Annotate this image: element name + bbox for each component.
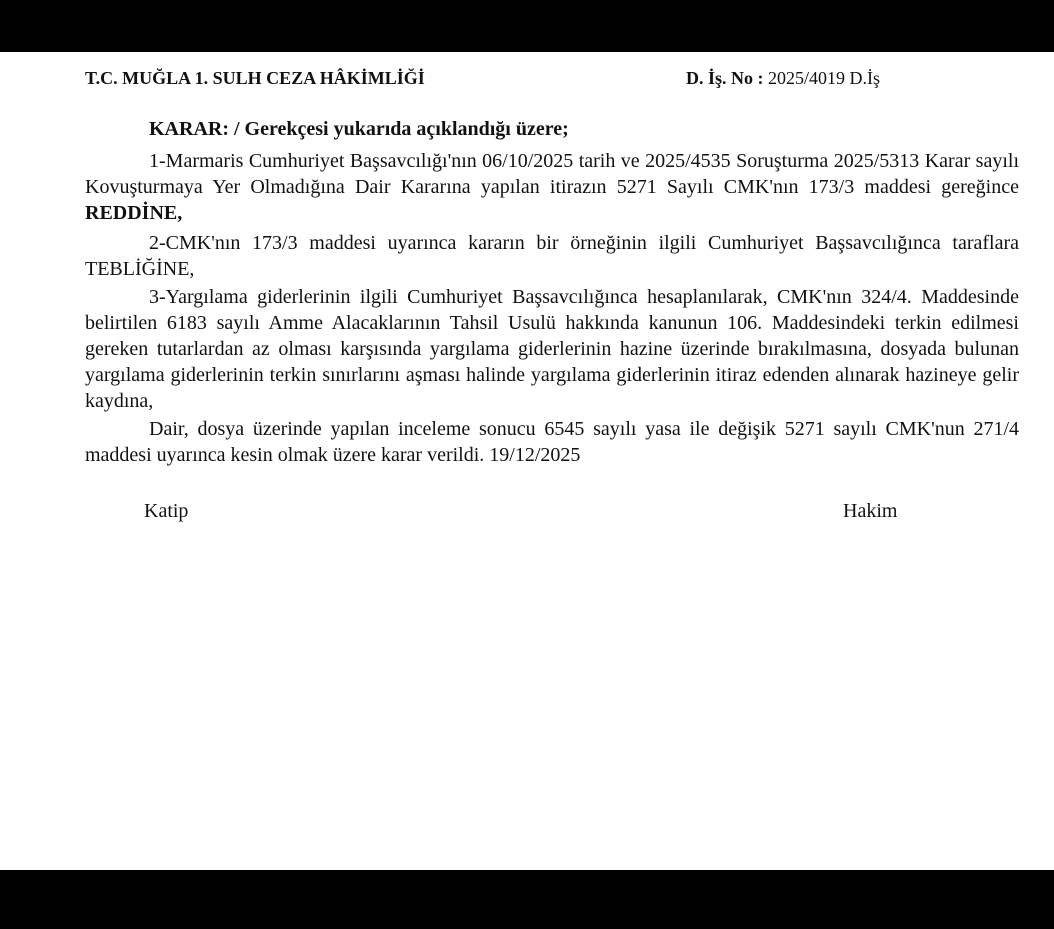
decision-item-3: 3-Yargılama giderlerinin ilgili Cumhuriyet Başsavcılığınca hesaplanılarak, CMK'nın 324/4. Maddesinde belirtilen 6183 sayılı Amme Alacaklarının Tahsil Usulü hakkında kanunun 106. Maddesindeki terkin edilmesi gereken tutarlardan az olması karşısında yargılama giderlerinin hazine üzerinde bırakılmasına, dosyada bulunan yargılama giderlerinin terkin sınırlarını aşması halinde yargılama giderlerinin itiraz edenden alınarak hazineye gelir kaydına, xyxy=(85,286,1019,412)
decision-item-2: 2-CMK'nın 173/3 maddesi uyarınca kararın bir örneğinin ilgili Cumhuriyet Başsavcılığınca taraflara TEBLİĞİNE, xyxy=(85,232,1019,280)
decision-closing: Dair, dosya üzerinde yapılan inceleme sonucu 6545 sayılı yasa ile değişik 5271 sayılı CMK'nun 271/4 maddesi uyarınca kesin olmak üzere karar verildi. 19/12/2025 xyxy=(85,418,1019,466)
rejection-verdict: REDDİNE, xyxy=(85,202,183,224)
file-number-value: 2025/4019 D.İş xyxy=(763,68,881,88)
decision-item-1: 1-Marmaris Cumhuriyet Başsavcılığı'nın 06/10/2025 tarih ve 2025/4535 Soruşturma 2025/5313 Karar sayılı Kovuşturmaya Yer Olmadığına Dair Kararına yapılan itirazın 5271 Sayılı CMK'nın 173/3 maddesi gereğince REDDİNE, xyxy=(85,150,1019,224)
document-page xyxy=(0,52,1054,870)
court-name: T.C. MUĞLA 1. SULH CEZA HÂKİMLİĞİ xyxy=(85,68,425,88)
file-number xyxy=(686,68,880,89)
decision-title: KARAR: / Gerekçesi yukarıda açıklandığı üzere; xyxy=(149,118,569,140)
signature-clerk: Katip xyxy=(144,500,189,522)
signature-judge: Hakim xyxy=(843,500,898,522)
file-number-label: D. İş. No : xyxy=(686,68,764,88)
